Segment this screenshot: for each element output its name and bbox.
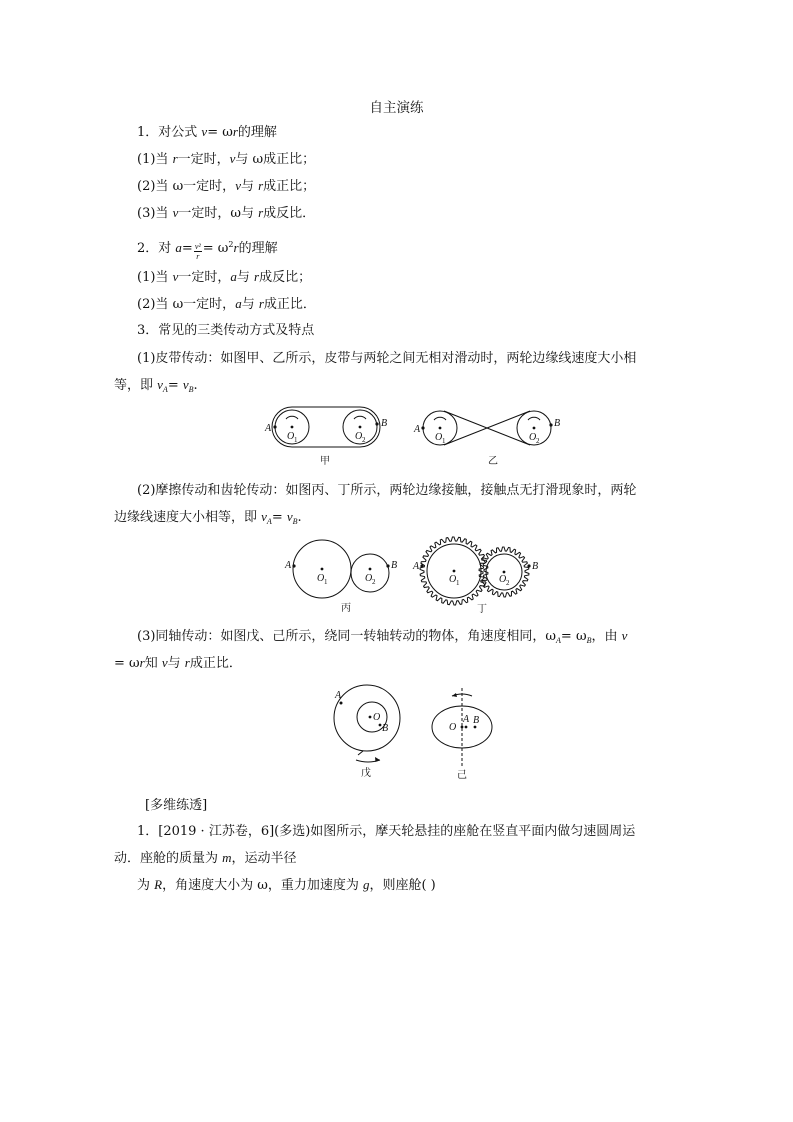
caption-ji: 己	[457, 770, 467, 781]
label-O2: O	[365, 573, 373, 584]
label-O1: O	[317, 573, 325, 584]
text: 一定时，	[183, 179, 236, 194]
sub: B	[188, 385, 194, 394]
label-O2-sub: 2	[372, 578, 376, 586]
text: 与	[236, 270, 254, 285]
var: ω	[172, 179, 184, 194]
label-O2: O	[355, 431, 363, 442]
text: 成反比．	[263, 206, 316, 221]
var-r: r	[233, 240, 239, 255]
text: = ω	[114, 656, 140, 671]
var: ω	[230, 206, 241, 221]
text: =	[271, 510, 287, 525]
label-A: A	[414, 424, 421, 435]
item1-line-2	[137, 177, 315, 196]
var-m: m	[222, 850, 232, 865]
label-O: O	[449, 722, 457, 733]
var: r	[254, 269, 260, 284]
text: =	[181, 241, 193, 256]
label-O2-sub: 2	[536, 437, 540, 445]
item3-p3-line1	[137, 627, 627, 650]
label-B: B	[382, 723, 389, 734]
item3-p2-line2	[114, 508, 302, 531]
label-O2-sub: 2	[506, 579, 510, 587]
text: =	[167, 378, 183, 393]
var: r	[258, 296, 264, 311]
text: 知	[144, 656, 162, 671]
text: ，角速度大小为 ω，重力加速度为	[162, 878, 363, 893]
item1-prefix: 1．对公式	[137, 125, 202, 140]
caption-yi: 乙	[488, 456, 498, 467]
text: (1)当	[137, 270, 173, 285]
label-B: B	[391, 560, 398, 571]
var: r	[184, 655, 190, 670]
section-title: 自主演练	[369, 100, 424, 116]
var: v	[157, 377, 163, 392]
text: 一定时，	[178, 270, 231, 285]
var: v	[161, 655, 168, 670]
label-A: A	[265, 423, 272, 434]
text: 与	[240, 179, 259, 194]
text: ，运动半径	[231, 851, 297, 866]
var: v	[182, 377, 189, 392]
sub: B	[586, 636, 592, 645]
item1-heading	[137, 123, 277, 142]
text: 一定时，	[178, 206, 231, 221]
text: 与	[167, 656, 185, 671]
label-O2-sub: 2	[362, 436, 366, 444]
text: (2)当	[137, 179, 173, 194]
label-A: A	[463, 714, 470, 725]
sup: 2	[228, 240, 234, 249]
var: v	[229, 151, 236, 166]
var: v	[172, 205, 179, 220]
item1-suffix: 的理解	[237, 125, 277, 140]
text: 成正比．	[263, 297, 316, 312]
text: (1)当	[137, 152, 173, 167]
label-O1-sub: 1	[442, 437, 446, 445]
label-B: B	[554, 418, 561, 429]
var-r: r	[232, 124, 238, 139]
var: v	[621, 628, 628, 643]
figure-wu	[328, 684, 408, 780]
item2-heading	[137, 236, 278, 261]
label-A: A	[285, 560, 292, 571]
text: 等，即	[114, 378, 158, 393]
question-1-line3	[137, 876, 436, 895]
var-v: v	[201, 124, 208, 139]
label-O1-sub: 1	[294, 436, 298, 444]
text: 成反比；	[259, 270, 312, 285]
item3-p2-line1: (2)摩擦传动和齿轮传动：如图丙、丁所示，两轮边缘接触，接触点无打滑现象时，两轮	[137, 483, 637, 498]
sub: B	[292, 517, 298, 526]
figure-bing	[284, 536, 396, 616]
text: 一定时，	[183, 297, 236, 312]
var: v	[235, 178, 241, 193]
item1-line-1	[137, 150, 315, 169]
item3-p3-line2	[114, 654, 242, 673]
var: ω	[545, 629, 557, 644]
label-A: A	[413, 561, 420, 572]
text: = ω	[202, 241, 229, 256]
item1-line-3	[137, 204, 315, 223]
caption-bing: 丙	[341, 603, 351, 614]
text: .	[193, 378, 198, 393]
figure-jia	[262, 404, 392, 468]
text: 成正比；	[263, 179, 316, 194]
label-O1: O	[287, 431, 295, 442]
practice-label: [多维练透]	[145, 798, 208, 813]
sub: A	[162, 385, 168, 394]
label-O1-sub: 1	[456, 579, 460, 587]
question-1-line1: 1．[2019 · 江苏卷，6](多选)如图所示，摩天轮悬挂的座舱在竖直平面内做匀速圆周运	[137, 824, 636, 839]
text: 与	[240, 206, 259, 221]
label-O2: O	[529, 432, 537, 443]
text: (2)当	[137, 297, 173, 312]
text: 动．座舱的质量为	[114, 851, 223, 866]
var: v	[286, 509, 293, 524]
text: 与 ω成正比；	[235, 152, 316, 167]
text: = ω	[560, 629, 587, 644]
label-O1: O	[449, 574, 457, 585]
var-g: g	[362, 877, 370, 892]
text: ，则座舱( )	[369, 878, 436, 893]
label-B: B	[381, 418, 388, 429]
label-O1-sub: 1	[324, 578, 328, 586]
caption-wu: 戊	[361, 768, 371, 779]
label-B: B	[473, 715, 480, 726]
frac-den: r	[196, 252, 200, 261]
item2-line-2	[137, 295, 316, 314]
text: (3)同轴传动：如图戊、己所示，绕同一转轴转动的物体，角速度相同，	[137, 629, 546, 644]
var: r	[172, 151, 178, 166]
text: 边缘线速度大小相等，即	[114, 510, 262, 525]
sub: A	[266, 517, 272, 526]
var: a	[235, 296, 242, 311]
item3-p1-line2	[114, 376, 198, 399]
var: r	[258, 178, 264, 193]
sub: A	[556, 636, 561, 645]
label-O2: O	[499, 574, 507, 585]
fraction	[194, 242, 202, 261]
var-R: R	[154, 877, 163, 892]
text: 与	[241, 297, 259, 312]
item3-heading: 3．常见的三类传动方式及特点	[137, 323, 315, 338]
text: 的理解	[238, 241, 278, 256]
var: r	[139, 655, 145, 670]
var: r	[258, 205, 264, 220]
label-O: O	[373, 712, 381, 723]
question-1-line2	[114, 849, 297, 868]
text: (3)当	[137, 206, 173, 221]
item3-p1-line1: (1)皮带传动：如图甲、乙所示，皮带与两轮之间无相对滑动时，两轮边缘线速度大小相	[137, 351, 637, 366]
var: v	[261, 509, 267, 524]
item2-line-1	[137, 268, 311, 287]
var: ω	[172, 297, 184, 312]
text: .	[297, 510, 302, 525]
var: a	[230, 269, 237, 284]
var-a: a	[175, 240, 182, 255]
figure-ji	[428, 688, 498, 780]
var: v	[172, 269, 179, 284]
text: 2．对	[137, 241, 176, 256]
label-A: A	[335, 690, 342, 701]
label-B: B	[532, 561, 539, 572]
text: ，由	[591, 629, 622, 644]
label-O1: O	[435, 432, 443, 443]
text: 一定时，	[177, 152, 230, 167]
frac-num: v²	[194, 242, 201, 251]
formula-eq: = ω	[207, 125, 233, 140]
text: 为	[137, 878, 155, 893]
figure-ding	[412, 532, 542, 618]
caption-jia: 甲	[320, 456, 330, 467]
caption-ding: 丁	[477, 604, 487, 615]
text: 成正比．	[189, 656, 242, 671]
figure-yi	[412, 404, 562, 468]
